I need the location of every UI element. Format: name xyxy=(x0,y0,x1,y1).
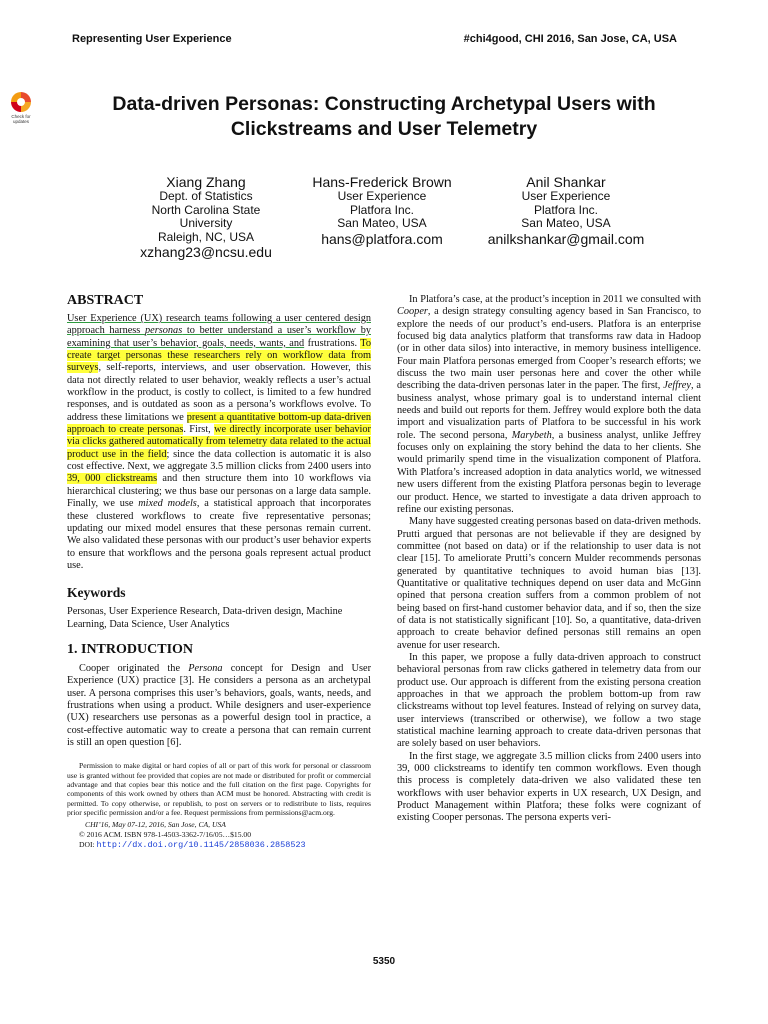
check-for-updates-icon xyxy=(11,92,31,112)
keywords-text: Personas, User Experience Research, Data-driven design, Machine Learning, Data Science, User Analytics xyxy=(67,606,343,630)
author-affiliation: University xyxy=(179,216,233,230)
author-location: San Mateo, USA xyxy=(337,216,427,230)
badge-label-2: updates xyxy=(12,119,29,124)
left-column xyxy=(67,292,371,850)
author-email[interactable]: xzhang23@ncsu.edu xyxy=(140,244,272,260)
author-affiliation: North Carolina State xyxy=(151,202,261,217)
introduction-heading: 1. INTRODUCTION xyxy=(67,641,194,657)
introduction-paragraph: Cooper originated the Persona concept for Design and User Experience (UX) practice [3]. He considers a persona as an archetypal user. A persona comprises this user’s behaviors, goals, wants, needs, and frustrations when using a product. While designers and user-experience (UX) researchers use personas as a powerful design tool in practice, a cost-effective automatic way to create a persona that can remain current is still an open question [6]. xyxy=(67,662,371,748)
check-for-updates-badge[interactable] xyxy=(4,92,38,124)
author-location: San Mateo, USA xyxy=(521,216,611,230)
abstract-heading: ABSTRACT xyxy=(67,293,144,308)
body-paragraph: Many have suggested creating personas based on data-driven methods. Prutti argued that personas are not believable if they are designed by committee (not based on data) or if the relationship to user data is not clear [15]. To ameliorate Prutti’s concern Mulder recommends personas generated by quantitative techniques to avoid human bias [13]. Quantitative or qualitative techniques depend on user data and McGinn opined that persona creation suffers from a common problem of not being based on first-hand customer behavior data, and if so, then the size of data is not statistically significant [10]. So, a quantitative, data-driven approach to create behavior defined personas still remains an open avenue for user research. xyxy=(397,516,701,651)
author-location: Raleigh, NC, USA xyxy=(157,229,255,244)
author-email[interactable]: anilkshankar@gmail.com xyxy=(487,230,645,247)
body-paragraph: In the first stage, we aggregate 3.5 million clicks from 2400 users into 39, 000 clickstreams to identify ten common workflows. Even though this process is completely data-driven we also validated these ten workflows with user behavior experts in UX research, UX Design, and Product Management within Platfora; these folks were cognizant of existing Cooper personas. The persona experts veri- xyxy=(397,750,701,824)
highlighted-text: present a quantitative bottom-up data-driven approach to create personas xyxy=(67,411,372,436)
permission-statement: Permission to make digital or hard copies of all or part of this work for personal or classroom use is granted without fee provided that copies are not made or distributed for profit or commercial advantage and that copies bear this notice and the full citation on the first page. Copyrights for components of this work owned by others than ACM must be honored. Abstracting with credit is permitted. To copy otherwise, or republish, to post on servers or to redistribute to lists, requires prior specific permission and/or a fee. Request permissions from permissions@acm.org. xyxy=(67,761,371,817)
highlighted-text: 39, 000 clickstreams xyxy=(67,473,158,485)
body-paragraph: In this paper, we propose a fully data-driven approach to construct behavioral personas from raw clicks gathered in telemetry data from our product use. Our approach is different from the existing persona creation approaches in that we approach the problem bottom-up from raw clickstreams without top level features. Instead of relying on survey data, user interviews (transcribed or otherwise), we follow a two stage statistical machine learning approach to create data-driven personas that are solely based on user behaviors. xyxy=(397,651,701,750)
title-line-1: Data-driven Personas: Constructing Archetypal Users with xyxy=(112,93,656,115)
author-affiliation: Platfora Inc. xyxy=(349,202,415,217)
paper-title xyxy=(40,92,728,142)
page-number: 5350 xyxy=(372,956,396,967)
doi-line: DOI: http://dx.doi.org/10.1145/2858036.2858523 xyxy=(79,840,306,851)
abstract-paragraph: User Experience (UX) research teams following a user centered design approach harness personas to better understand a user’s workflow by examining that user’s behavior, goals, needs, wants, and frustrations. To create target personas these researchers rely on workflow data from surveys, self-reports, interviews, and user observation. However, this data not directly related to user behavior, weakly reflects a user’s actual workflow in the product, is costly to collect, is limited to a few hundred responses, and is outdated as soon as a persona’s workflows evolve. To address these limitations we present a quantitative bottom-up data-driven approach to create personas. First, we directly incorporate user behavior via clicks gathered automatically from telemetry data related to the actual product use in the field; since the data collection is automatic it is also cost effective. Next, we aggregate 3.5 million clicks from 2400 users into 39, 000 clickstreams and then structure them into 10 workflows via hierarchical clustering; we thus base our personas on a large data sample. Finally, we use mixed models, a statistical approach that incorporates these clustered workflows to create five representative personas; updating our mixed model ensures that these personas remain current. We also validated these personas with our product’s user behavior experts to ensure that workflows and the persona goals represent actual product use. xyxy=(67,313,372,571)
author-affiliation: Dept. of Statistics xyxy=(159,189,253,203)
author-name: Anil Shankar xyxy=(526,174,606,190)
author-block-1 xyxy=(106,174,306,260)
badge-label-1: Check for xyxy=(11,114,31,119)
author-name: Hans-Frederick Brown xyxy=(312,174,452,190)
author-affiliation: User Experience xyxy=(521,189,611,203)
author-block-3 xyxy=(466,174,666,247)
author-block-2 xyxy=(282,174,482,247)
body-paragraph: In Platfora’s case, at the product’s inception in 2011 we consulted with Cooper, a design strategy consulting agency based in San Francisco, to explore the needs of our product’s end-users. Platfora is an enterprise focused big data analytics platform that transforms raw data in Hadoop (or in other data silos) into interactive, in memory business intelligence. Four main Platfora personas emerged from Cooper’s research efforts; we discuss the two main user personas here and cover the other while describing the data-driven personas later in the paper. The first, Jeffrey, a business analyst, whose primary goal is to understand internal client needs and build out reports for them. Jeffrey would explore both the data import and visualization parts of Platfora to be successful in his work role. The second persona, Marybeth, a business analyst, unlike Jeffrey focuses only on explaining the story behind the data to her clients. She would primarily spend time in the visualization component of Platfora. With Platfora’s increased adoption in data analytics world, we witnessed new users different from the existing Platfora personas begin to leverage our product. Hence, we started to investigate a data driven approach to refine our existing personas. xyxy=(397,294,701,515)
copyright-info: © 2016 ACM. ISBN 978-1-4503-3362-7/16/05…$15.00 xyxy=(79,830,251,840)
author-affiliation: Platfora Inc. xyxy=(533,202,599,217)
permission-block xyxy=(67,761,371,850)
author-email[interactable]: hans@platfora.com xyxy=(321,230,443,247)
underlined-text: User Experience (UX) research teams following a user centered design approach harness personas to better understand a user’s workflow by examining that user’s behavior, goals, needs, wants, and xyxy=(67,313,371,349)
running-header-left: Representing User Experience xyxy=(72,33,232,45)
conference-info: CHI’16, May 07-12, 2016, San Jose, CA, USA xyxy=(85,820,226,830)
author-name: Xiang Zhang xyxy=(166,174,246,190)
right-column xyxy=(397,294,701,825)
highlighted-text: To create target personas these researchers rely on workflow data from surveys xyxy=(67,337,371,374)
title-line-2: Clickstreams and User Telemetry xyxy=(230,118,538,140)
doi-link[interactable]: http://dx.doi.org/10.1145/2858036.2858523 xyxy=(96,840,306,851)
highlighted-text: we directly incorporate user behavior via clicks gathered automatically from telemetry data related to the actual product use in the field xyxy=(67,424,371,460)
running-header-right: #chi4good, CHI 2016, San Jose, CA, USA xyxy=(463,33,677,45)
keywords-heading: Keywords xyxy=(67,585,126,601)
author-affiliation: User Experience xyxy=(337,189,427,203)
